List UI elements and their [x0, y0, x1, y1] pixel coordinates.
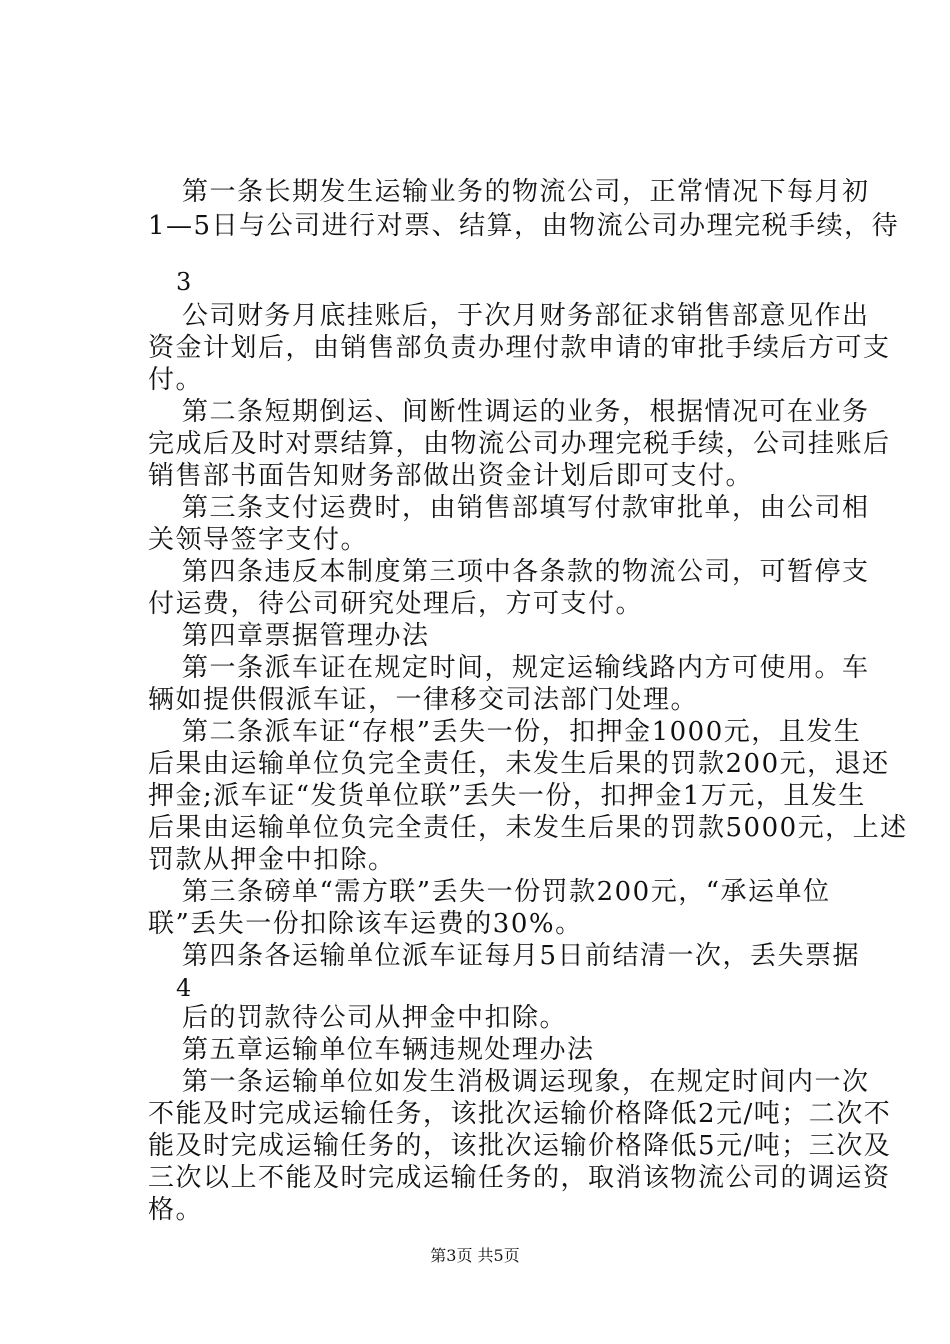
text-line: 第二条短期倒运、间断性调运的业务，根据情况可在业务: [182, 397, 870, 427]
text-line: 能及时完成运输任务的，该批次运输价格降低5元/吨；三次及: [148, 1131, 892, 1161]
text-line: 完成后及时对票结算，由物流公司办理完税手续，公司挂账后: [148, 429, 891, 459]
text-line: 押金;派车证“发货单位联”丢失一份，扣押金1万元，且发生: [148, 781, 866, 811]
text-line: 格。: [148, 1195, 204, 1225]
text-line: 第四条违反本制度第三项中各条款的物流公司，可暂停支: [182, 557, 870, 587]
text-line: 辆如提供假派车证，一律移交司法部门处理。: [148, 685, 699, 715]
text-line: 第四条各运输单位派车证每月5日前结清一次，丢失票据: [182, 941, 861, 971]
text-line: 罚款从押金中扣除。: [148, 845, 396, 875]
page-number-marker: 3: [176, 268, 192, 296]
text-line: 后果由运输单位负完全责任，未发生后果的罚款200元，退还: [148, 749, 890, 779]
text-line: 关领导签字支付。: [148, 525, 369, 555]
text-line: 第三条支付运费时，由销售部填写付款审批单，由公司相: [182, 493, 870, 523]
section-heading: 第五章运输单位车辆违规处理办法: [182, 1035, 595, 1065]
text-line: 不能及时完成运输任务，该批次运输价格降低2元/吨；二次不: [148, 1099, 892, 1129]
text-line: 第二条派车证“存根”丢失一份，扣押金1000元，且发生: [182, 717, 862, 747]
text-line: 后果由运输单位负完全责任，未发生后果的罚款5000元，上述: [148, 813, 908, 843]
text-line: 第一条长期发生运输业务的物流公司，正常情况下每月初: [182, 177, 870, 207]
text-line: 付。: [148, 365, 204, 395]
text-line: 付运费，待公司研究处理后，方可支付。: [148, 589, 644, 619]
text-line: 联”丢失一份扣除该车运费的30%。: [148, 909, 583, 939]
text-line: 后的罚款待公司从押金中扣除。: [182, 1003, 568, 1033]
text-line: 公司财务月底挂账后，于次月财务部征求销售部意见作出: [182, 301, 870, 331]
text-line: 三次以上不能及时完成运输任务的，取消该物流公司的调运资: [148, 1163, 891, 1193]
text-line: 第一条运输单位如发生消极调运现象，在规定时间内一次: [182, 1067, 870, 1097]
text-line: 第一条派车证在规定时间，规定运输线路内方可使用。车: [182, 653, 870, 683]
text-line: 销售部书面告知财务部做出资金计划后即可支付。: [148, 461, 754, 491]
text-line: 第三条磅单“需方联”丢失一份罚款200元，“承运单位: [182, 877, 831, 907]
page-number-marker: 4: [176, 974, 192, 1002]
page-footer: 第3页 共5页: [430, 1246, 520, 1265]
text-line: 资金计划后，由销售部负责办理付款申请的审批手续后方可支: [148, 333, 891, 363]
text-line: 1—5日与公司进行对票、结算，由物流公司办理完税手续，待: [148, 211, 900, 241]
section-heading: 第四章票据管理办法: [182, 621, 430, 651]
